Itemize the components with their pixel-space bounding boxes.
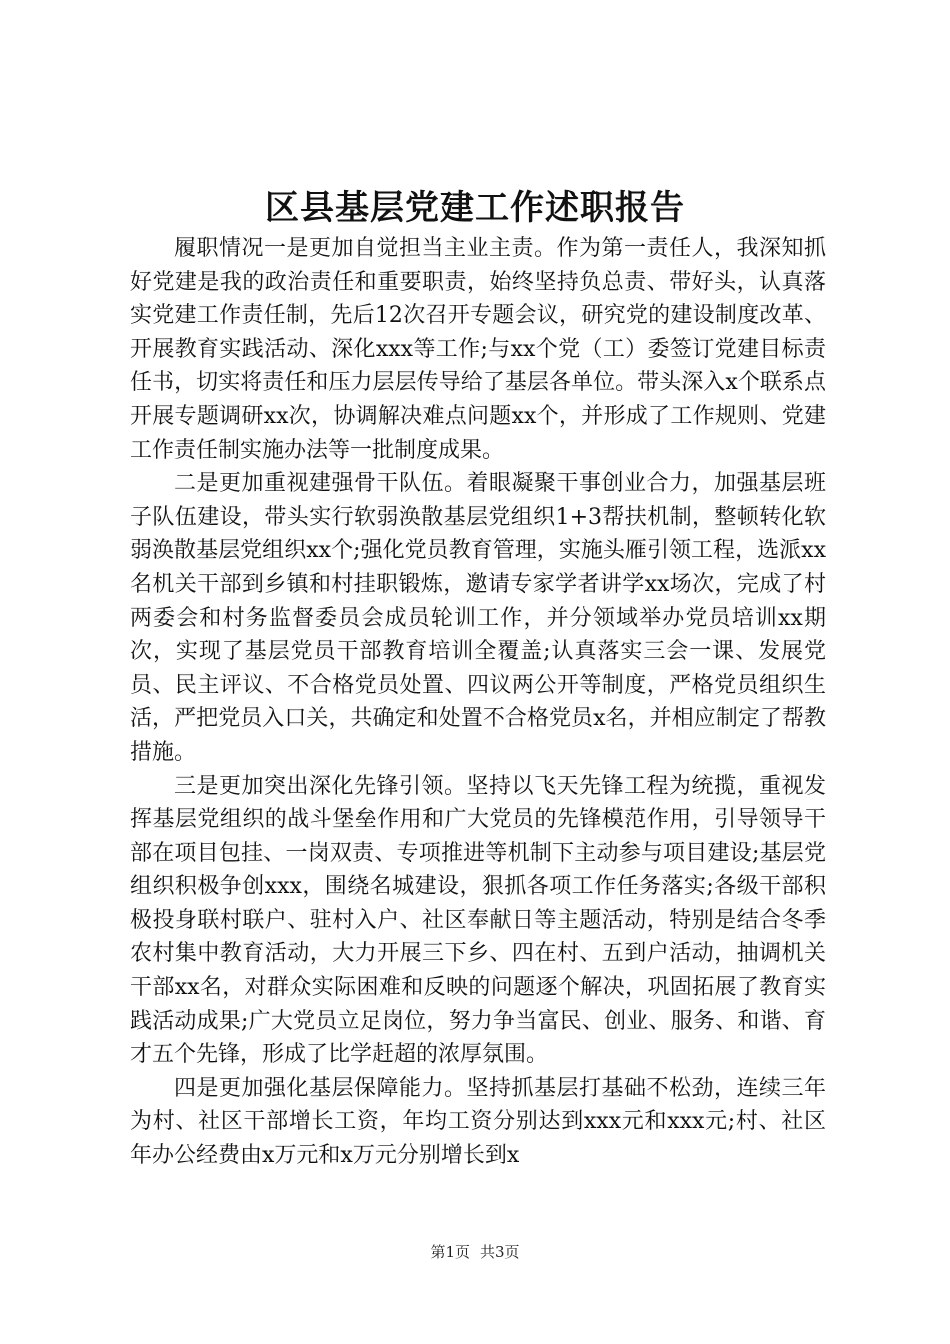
document-body [130, 232, 826, 1173]
page-footer [0, 1242, 950, 1262]
paragraph-4: 四是更加强化基层保障能力。坚持抓基层打基础不松劲，连续三年为村、社区干部增长工资，年均工资分别达到xxx元和xxx元;村、社区年办公经费由x万元和x万元分别增长到x [130, 1075, 826, 1169]
paragraph-2: 二是更加重视建强骨干队伍。着眼凝聚干事创业合力，加强基层班子队伍建设，带头实行软弱涣散基层党组织1+3帮扶机制，整顿转化软弱涣散基层党组织xx个;强化党员教育管理，实施头雁引领工程，选派xx名机关干部到乡镇和村挂职锻炼，邀请专家学者讲学xx场次，完成了村两委会和村务监督委员会成员轮训工作，并分领域举办党员培训xx期次，实现了基层党员干部教育培训全覆盖;认真落实三会一课、发展党员、民主评议、不合格党员处置、四议两公开等制度，严格党员组织生活，严把党员入口关，共确定和处置不合格党员x名，并相应制定了帮教措施。 [130, 471, 826, 765]
paragraph-1: 履职情况一是更加自觉担当主业主责。作为第一责任人，我深知抓好党建是我的政治责任和重要职责，始终坚持负总责、带好头，认真落实党建工作责任制，先后12次召开专题会议，研究党的建设制度改革、开展教育实践活动、深化xxx等工作;与xx个党（工）委签订党建目标责任书，切实将责任和压力层层传导给了基层各单位。带头深入x个联系点开展专题调研xx次，协调解决难点问题xx个，并形成了工作规则、党建工作责任制实施办法等一批制度成果。 [130, 236, 826, 463]
document-title: 区县基层党建工作述职报告 [265, 188, 685, 228]
page-total: 共3页 [480, 1243, 520, 1261]
paragraph-3: 三是更加突出深化先锋引领。坚持以飞天先锋工程为统揽，重视发挥基层党组织的战斗堡垒作用和广大党员的先锋模范作用，引导领导干部在项目包挂、一岗双责、专项推进等机制下主动参与项目建设;基层党组织积极争创xxx，围绕名城建设，狠抓各项工作任务落实;各级干部积极投身联村联户、驻村入户、社区奉献日等主题活动，特别是结合冬季农村集中教育活动，大力开展三下乡、四在村、五到户活动，抽调机关干部xx名，对群众实际困难和反映的问题逐个解决，巩固拓展了教育实践活动成果;广大党员立足岗位，努力争当富民、创业、服务、和谐、育才五个先锋，形成了比学赶超的浓厚氛围。 [130, 773, 826, 1068]
page-number: 第1页 [430, 1243, 470, 1261]
